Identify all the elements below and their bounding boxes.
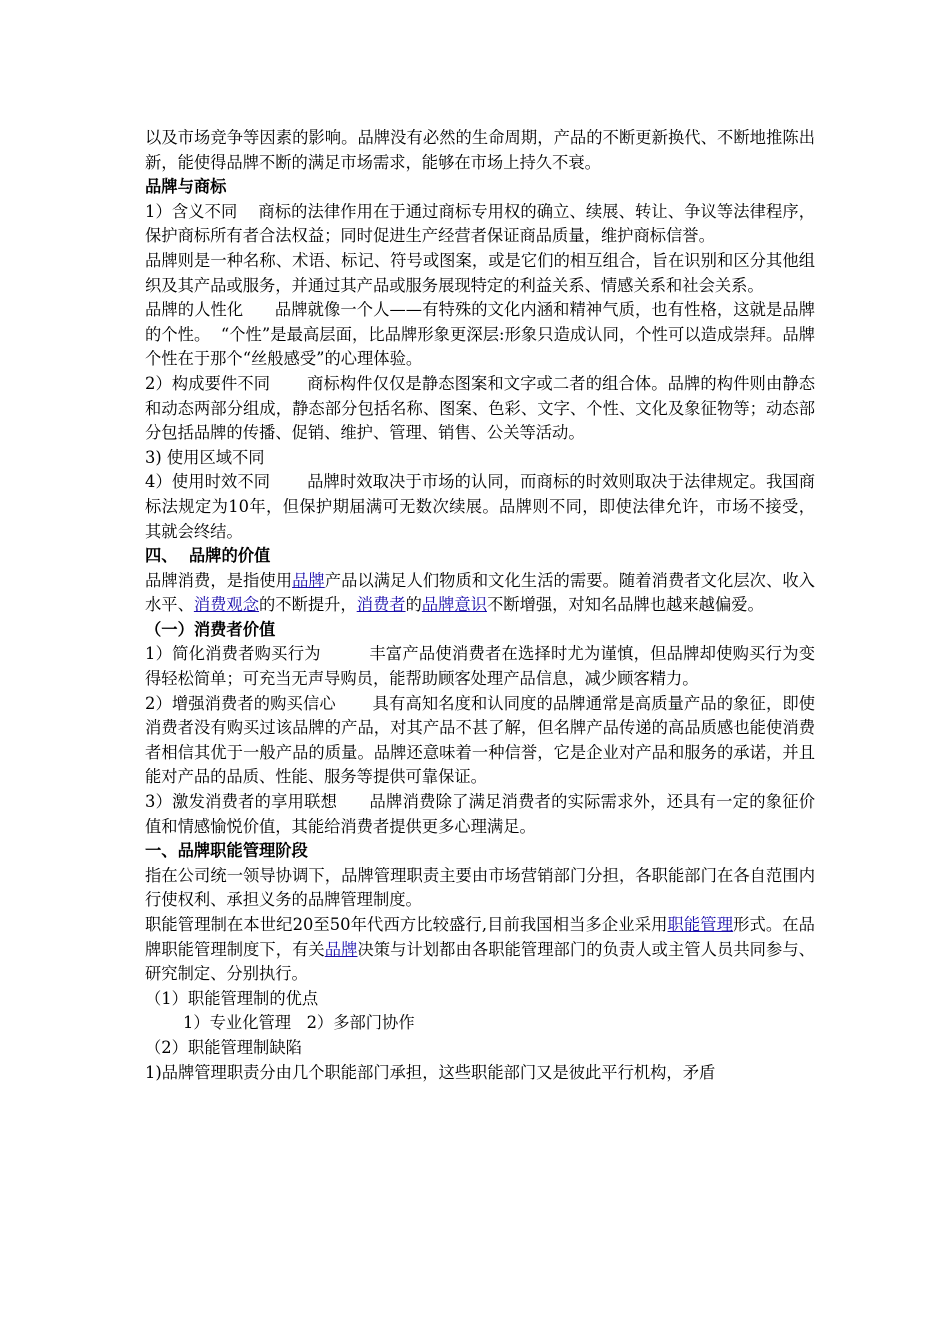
paragraph-text: （1）职能管理制的优点	[145, 988, 319, 1008]
paragraph-text: 品牌消费，是指使用	[145, 570, 293, 590]
paragraph-text: 4）使用时效不同 品牌时效取决于市场的认同，而商标的时效则取决于法律规定。我国商标法规定为10年，但保护期届满可无数次续展。品牌则不同，即使法律允许，市场不接受，其就会终结。	[145, 472, 815, 541]
link-brand[interactable]: 品牌	[292, 570, 325, 590]
paragraph	[145, 372, 815, 446]
link-consumer[interactable]: 消费者	[356, 595, 406, 615]
paragraph-text: 决策与计划都由各职能管理部门的负责人或主管人员共同参与、研究制定、分别执行。	[145, 939, 815, 984]
paragraph-text: （2）职能管理制缺陷	[145, 1037, 302, 1057]
paragraph-text: 2）增强消费者的购买信心 具有高知名度和认同度的品牌通常是高质量产品的象征，即使消费者没有购买过该品牌的产品，对其产品不甚了解，但名牌产品传递的高品质感也能使消费者相信其优于一般产品的质量。品牌还意味着一种信誉，它是企业对产品和服务的承诺，并且能对产品的品质、性能、服务等提供可靠保证。	[145, 693, 815, 787]
paragraph	[145, 692, 815, 790]
paragraph-text: 职能管理制在本世纪20至50年代西方比较盛行,目前我国相当多企业采用	[145, 915, 668, 934]
paragraph-text: 四、 品牌的价值	[145, 546, 271, 566]
paragraph-text: 1）简化消费者购买行为 丰富产品使消费者在选择时尤为谨慎，但品牌却使购买行为变得轻松简单；可充当无声导购员，能帮助顾客处理产品信息，减少顾客精力。	[145, 644, 815, 689]
paragraph	[145, 913, 815, 987]
paragraph-text: 指在公司统一领导协调下，品牌管理职责主要由市场营销部门分担，各职能部门在各自范围内行使权利、承担义务的品牌管理制度。	[145, 865, 815, 910]
paragraph	[145, 1036, 815, 1061]
paragraph-text: （一）消费者价值	[145, 619, 276, 639]
paragraph	[145, 987, 815, 1012]
paragraph-text: 1）含义不同 商标的法律作用在于通过商标专用权的确立、续展、转让、争议等法律程序，保护商标所有者合法权益；同时促进生产经营者保证商品质量，维护商标信誉。	[145, 201, 815, 246]
paragraph-text: 品牌与商标	[145, 177, 227, 197]
section-heading	[145, 175, 815, 200]
paragraph-text: 2）构成要件不同 商标构件仅仅是静态图案和文字或二者的组合体。品牌的构件则由静态和动态两部分组成，静态部分包括名称、图案、色彩、文字、个性、文化及象征物等；动态部分包括品牌的传播、促销、维护、管理、销售、公关等活动。	[145, 373, 815, 443]
paragraph-text: 不断增强，对知名品牌也越来越偏爱。	[487, 595, 764, 615]
paragraph	[145, 126, 815, 175]
link-functional-management[interactable]: 职能管理	[667, 915, 734, 934]
section-heading	[145, 544, 815, 569]
paragraph	[145, 642, 815, 691]
paragraph	[145, 569, 815, 618]
paragraph-text: 1)品牌管理职责分由几个职能部门承担，这些职能部门又是彼此平行机构，矛盾	[145, 1062, 716, 1082]
paragraph-text: 品牌则是一种名称、术语、标记、符号或图案，或是它们的相互组合，旨在识别和区分其他组织及其产品或服务，并通过其产品或服务展现特定的利益关系、情感关系和社会关系。	[145, 250, 815, 295]
paragraph-text: 的	[405, 595, 422, 615]
paragraph	[145, 298, 815, 372]
paragraph-text: 1）专业化管理 2）多部门协作	[183, 1013, 415, 1033]
paragraph-text: 以及市场竞争等因素的影响。品牌没有必然的生命周期，产品的不断更新换代、不断地推陈出新，能使得品牌不断的满足市场需求，能够在市场上持久不衰。	[145, 128, 815, 172]
section-heading	[145, 618, 815, 643]
paragraph	[145, 790, 815, 839]
paragraph	[145, 249, 815, 298]
paragraph	[145, 200, 815, 249]
paragraph-text: 品牌的人性化 品牌就像一个人——有特殊的文化内涵和精神气质，也有性格，这就是品牌的个性。 “个性”是最高层面，比品牌形象更深层:形象只造成认同，个性可以造成崇拜。品牌个性在于那个“丝般感受”的心理体验。	[145, 300, 815, 369]
paragraph	[145, 446, 815, 471]
paragraph	[145, 1011, 815, 1036]
paragraph	[145, 864, 815, 913]
paragraph-text: 形式。在品牌职能管理制度下，有关	[145, 915, 815, 959]
paragraph-text: 3) 使用区域不同	[145, 447, 265, 467]
paragraph-text: 的不断提升，	[259, 595, 357, 615]
link-brand-2[interactable]: 品牌	[324, 939, 358, 959]
paragraph	[145, 1061, 815, 1086]
section-heading	[145, 839, 815, 864]
document-body	[145, 126, 815, 1085]
paragraph	[145, 470, 815, 544]
link-consumption-concept[interactable]: 消费观念	[193, 595, 259, 615]
paragraph-text: 一、品牌职能管理阶段	[145, 841, 308, 861]
paragraph-text: 产品以满足人们物质和文化生活的需要。随着消费者文化层次、收入水平、	[145, 570, 815, 615]
paragraph-text: 3）激发消费者的享用联想 品牌消费除了满足消费者的实际需求外，还具有一定的象征价值和情感愉悦价值，其能给消费者提供更多心理满足。	[145, 792, 815, 836]
link-brand-awareness[interactable]: 品牌意识	[421, 595, 487, 615]
